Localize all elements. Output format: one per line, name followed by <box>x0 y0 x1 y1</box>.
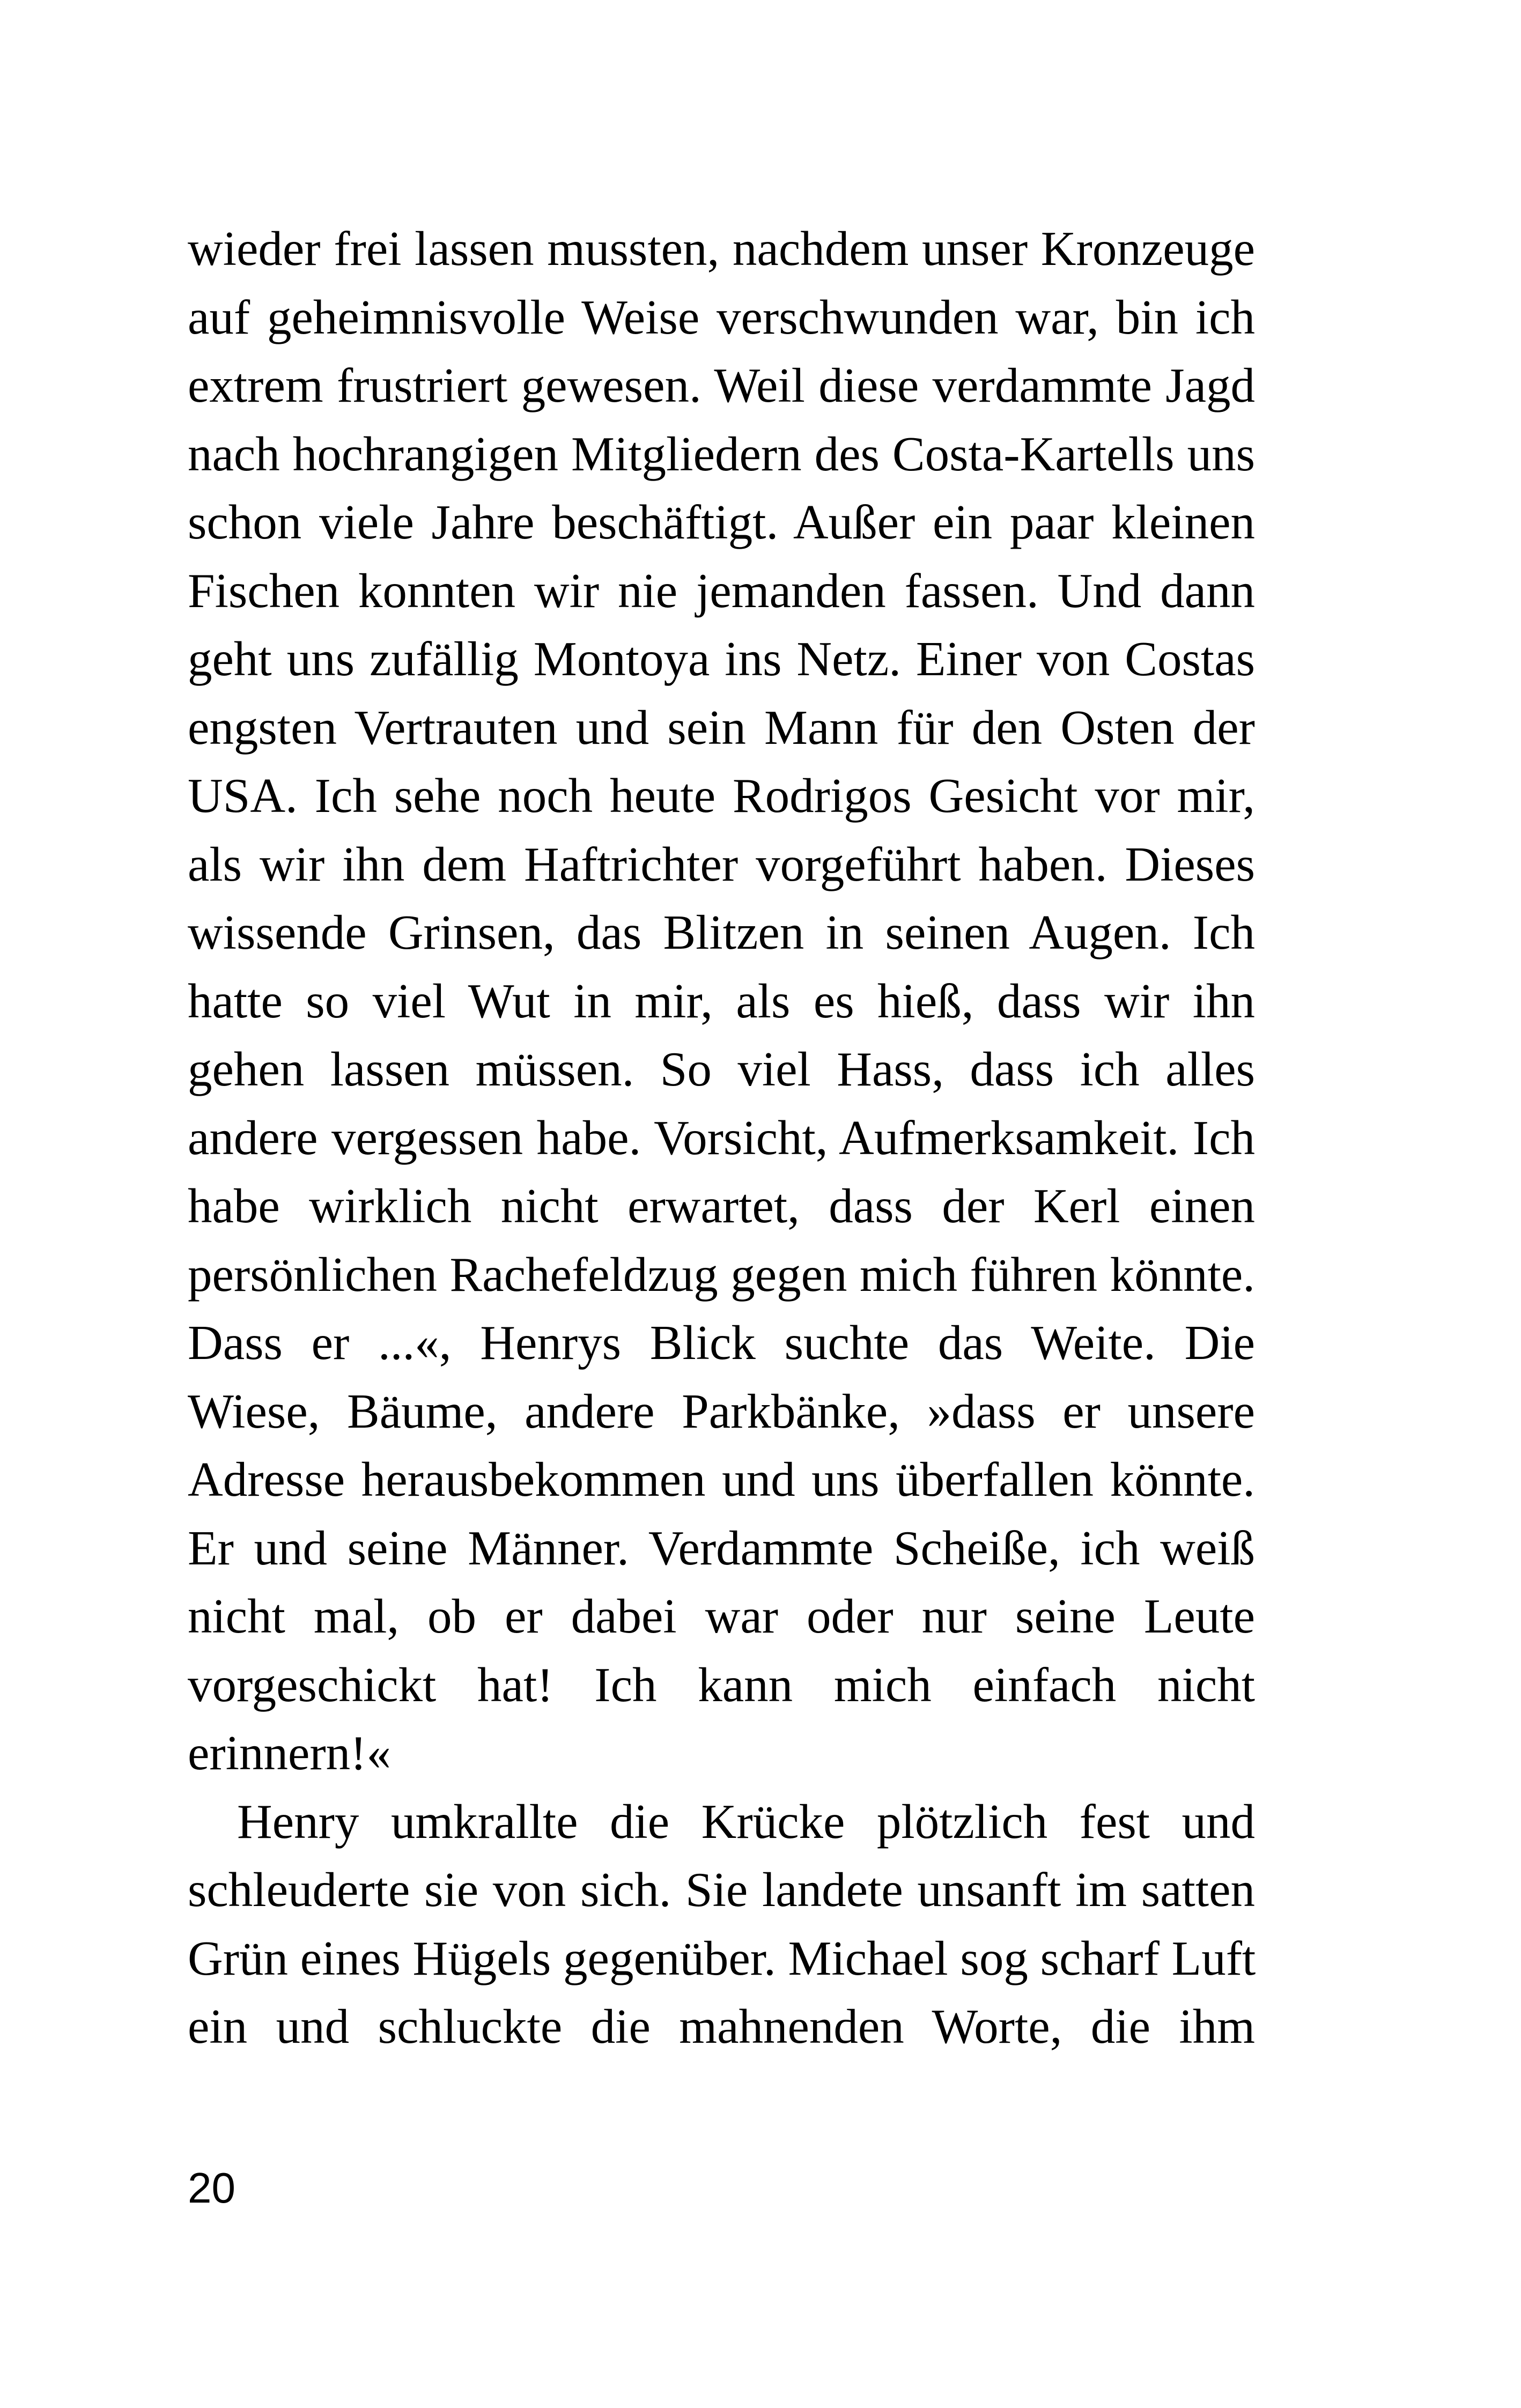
text-line: USA. Ich sehe noch heute Rodrigos Gesicht vor mir, <box>188 769 1255 823</box>
text-line: nach hochrangigen Mitgliedern des Costa-Kartells uns <box>188 426 1255 481</box>
text-line: erinnern!« <box>188 1726 391 1780</box>
text-line: persönlichen Rachefeldzug gegen mich führen könnte. <box>188 1247 1255 1302</box>
text-line: wieder frei lassen mussten, nachdem unser Kronzeuge <box>188 221 1255 276</box>
text-line: Henry umkrallte die Krücke plötzlich fest und <box>237 1794 1255 1849</box>
text-line: vorgeschickt hat! Ich kann mich einfach nicht <box>188 1657 1255 1712</box>
text-line: als wir ihn dem Haftrichter vorgeführt haben. Dieses <box>188 837 1255 891</box>
text-line: Er und seine Männer. Verdammte Scheiße, ich weiß <box>188 1520 1255 1575</box>
text-line: schon viele Jahre beschäftigt. Außer ein paar kleinen <box>188 495 1255 549</box>
text-line: hatte so viel Wut in mir, als es hieß, dass wir ihn <box>188 973 1255 1028</box>
text-line: Fischen konnten wir nie jemanden fassen. Und dann <box>188 563 1255 618</box>
text-line: Adresse herausbekommen und uns überfallen könnte. <box>188 1452 1255 1506</box>
text-line: geht uns zufällig Montoya ins Netz. Einer von Costas <box>188 632 1255 686</box>
text-line: gehen lassen müssen. So viel Hass, dass ich alles <box>188 1042 1255 1096</box>
text-line: wissende Grinsen, das Blitzen in seinen Augen. Ich <box>188 905 1255 959</box>
text-line: habe wirklich nicht erwartet, dass der Kerl einen <box>188 1179 1255 1233</box>
text-line: Dass er ...«, Henrys Blick suchte das Weite. Die <box>188 1316 1255 1370</box>
text-line: Grün eines Hügels gegenüber. Michael sog scharf Luft <box>188 1931 1256 1985</box>
text-line: engsten Vertrauten und sein Mann für den Osten der <box>188 700 1255 755</box>
text-line: Wiese, Bäume, andere Parkbänke, »dass er unsere <box>188 1384 1255 1438</box>
paragraph-2 <box>188 1787 1255 2061</box>
text-line: schleuderte sie von sich. Sie landete unsanft im satten <box>188 1863 1255 1917</box>
text-line: nicht mal, ob er dabei war oder nur seine Leute <box>188 1589 1255 1643</box>
paragraph-1 <box>188 215 1255 1787</box>
text-line: andere vergessen habe. Vorsicht, Aufmerksamkeit. Ich <box>188 1110 1255 1165</box>
text-line: ein und schluckte die mahnenden Worte, die ihm <box>188 1999 1255 2054</box>
text-line: auf geheimnisvolle Weise verschwunden war, bin ich <box>188 290 1255 344</box>
text-line: extrem frustriert gewesen. Weil diese verdammte Jagd <box>188 358 1255 412</box>
page-number: 20 <box>188 2164 235 2212</box>
body-text <box>188 215 1255 2061</box>
